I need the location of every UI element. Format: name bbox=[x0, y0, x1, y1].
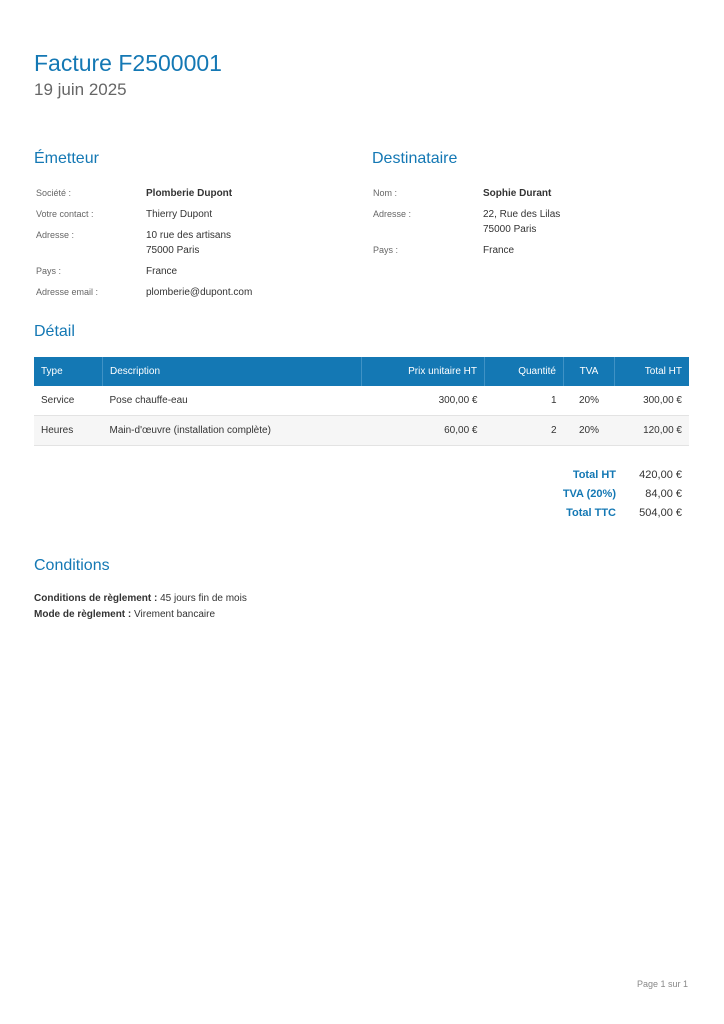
sender-email-row bbox=[36, 285, 252, 300]
total-tva-label: TVA (20%) bbox=[562, 488, 616, 500]
total-ht-label: Total HT bbox=[572, 469, 616, 481]
conditions-heading: Conditions bbox=[34, 557, 110, 574]
detail-header-row bbox=[34, 357, 689, 386]
sender-contact: Thierry Dupont bbox=[146, 209, 213, 220]
table-row bbox=[34, 386, 689, 416]
payment-mode bbox=[34, 607, 247, 623]
sender-contact-row bbox=[36, 207, 252, 222]
row-vat: 20% bbox=[564, 386, 615, 416]
payment-mode-value: Virement bancaire bbox=[134, 609, 216, 620]
sender-address-line1: 10 rue des artisans bbox=[146, 230, 232, 241]
recipient-country: France bbox=[483, 245, 515, 256]
page-number: Page 1 sur 1 bbox=[636, 979, 688, 989]
sender-heading: Émetteur bbox=[34, 150, 99, 167]
recipient-country-label: Pays : bbox=[373, 245, 399, 255]
sender-address-label: Adresse : bbox=[36, 230, 75, 240]
total-ht-row bbox=[563, 466, 682, 485]
sender-company: Plomberie Dupont bbox=[146, 188, 233, 199]
payment-terms bbox=[34, 591, 247, 607]
conditions-block bbox=[34, 591, 247, 623]
row-quantity: 1 bbox=[485, 386, 564, 416]
recipient-address bbox=[483, 207, 560, 237]
row-type: Service bbox=[34, 386, 103, 416]
total-tva-row bbox=[563, 485, 682, 504]
col-quantity: Quantité bbox=[485, 357, 564, 386]
recipient-heading: Destinataire bbox=[372, 150, 458, 167]
recipient-name-label: Nom : bbox=[373, 188, 398, 198]
detail-table bbox=[34, 357, 689, 446]
sender-email: plomberie@dupont.com bbox=[146, 287, 253, 298]
sender-email-label: Adresse email : bbox=[36, 287, 99, 297]
row-description: Pose chauffe-eau bbox=[103, 386, 362, 416]
recipient-address-line2: 75000 Paris bbox=[483, 224, 537, 235]
total-ht-value: 420,00 € bbox=[639, 469, 682, 481]
invoice-title: Facture F2500001 bbox=[34, 50, 222, 76]
sender-country-label: Pays : bbox=[36, 266, 62, 276]
row-quantity: 2 bbox=[485, 416, 564, 446]
sender-block bbox=[36, 186, 252, 306]
table-row bbox=[34, 416, 689, 446]
recipient-block bbox=[373, 186, 560, 264]
row-total: 120,00 € bbox=[615, 416, 690, 446]
row-vat: 20% bbox=[564, 416, 615, 446]
sender-country: France bbox=[146, 266, 178, 277]
total-tva-value: 84,00 € bbox=[645, 488, 682, 500]
sender-company-row bbox=[36, 186, 252, 201]
recipient-address-label: Adresse : bbox=[373, 209, 412, 219]
payment-terms-value: 45 jours fin de mois bbox=[160, 593, 247, 604]
row-total: 300,00 € bbox=[615, 386, 690, 416]
total-ttc-label: Total TTC bbox=[566, 507, 616, 519]
sender-address-line2: 75000 Paris bbox=[146, 245, 200, 256]
recipient-name: Sophie Durant bbox=[483, 188, 552, 199]
detail-heading: Détail bbox=[34, 323, 75, 340]
sender-address bbox=[146, 228, 231, 258]
total-ttc-value: 504,00 € bbox=[639, 507, 682, 519]
col-description: Description bbox=[103, 357, 362, 386]
sender-company-label: Société : bbox=[36, 188, 72, 198]
recipient-address-line1: 22, Rue des Lilas bbox=[483, 209, 561, 220]
totals-block bbox=[563, 466, 682, 523]
payment-mode-label: Mode de règlement : bbox=[34, 609, 132, 620]
row-unit-price: 300,00 € bbox=[362, 386, 485, 416]
sender-address-row bbox=[36, 228, 252, 258]
col-type: Type bbox=[34, 357, 103, 386]
sender-contact-label: Votre contact : bbox=[36, 209, 94, 219]
row-description: Main-d'œuvre (installation complète) bbox=[103, 416, 362, 446]
row-type: Heures bbox=[34, 416, 103, 446]
col-vat: TVA bbox=[564, 357, 615, 386]
row-unit-price: 60,00 € bbox=[362, 416, 485, 446]
invoice-date: 19 juin 2025 bbox=[34, 80, 127, 99]
payment-terms-label: Conditions de règlement : bbox=[34, 593, 158, 604]
recipient-address-row bbox=[373, 207, 560, 237]
recipient-country-row bbox=[373, 243, 560, 258]
col-unit-price: Prix unitaire HT bbox=[362, 357, 485, 386]
recipient-name-row bbox=[373, 186, 560, 201]
sender-country-row bbox=[36, 264, 252, 279]
total-ttc-row bbox=[563, 504, 682, 523]
col-total: Total HT bbox=[615, 357, 690, 386]
